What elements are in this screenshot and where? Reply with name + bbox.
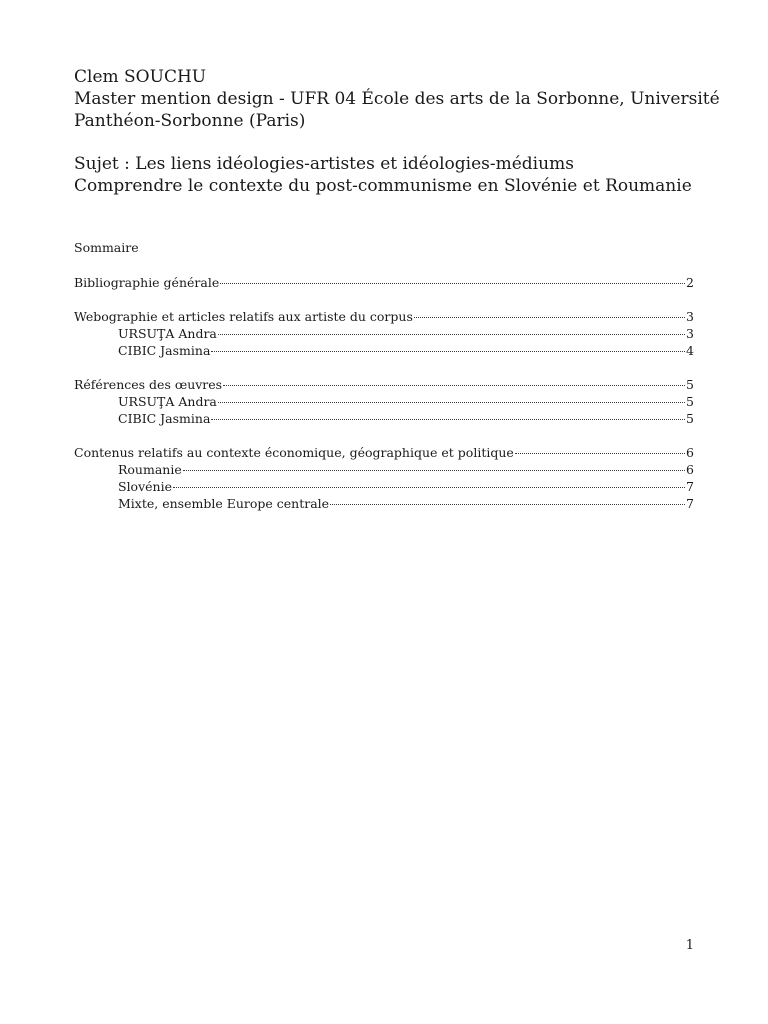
toc-leader-dots — [223, 384, 685, 386]
toc-subentry-page: 6 — [686, 462, 694, 477]
toc-entry-page: 5 — [686, 377, 694, 392]
toc-subentry[interactable] — [74, 410, 694, 427]
toc-subentry-page: 3 — [686, 326, 694, 341]
author-name: Clem SOUCHU — [74, 67, 207, 87]
toc-entry-label: Webographie et articles relatifs aux artiste du corpus — [74, 309, 413, 324]
toc-section — [74, 376, 694, 427]
toc-section — [74, 444, 694, 512]
toc-subentry-label: URSUŢA Andra — [118, 326, 217, 341]
toc-subentry-label: Roumanie — [118, 462, 182, 477]
toc-subentry[interactable] — [74, 495, 694, 512]
toc-leader-dots — [515, 452, 685, 454]
toc-entry-page: 6 — [686, 445, 694, 460]
university-line: Panthéon-Sorbonne (Paris) — [74, 111, 306, 131]
toc-title: Sommaire — [74, 240, 139, 255]
toc-leader-dots — [173, 486, 685, 488]
toc-subentry-label: URSUŢA Andra — [118, 394, 217, 409]
toc-leader-dots — [211, 418, 685, 420]
toc-subentry[interactable] — [74, 393, 694, 410]
toc-subentry-label: CIBIC Jasmina — [118, 343, 211, 358]
toc-leader-dots — [211, 350, 685, 352]
subject-block — [74, 153, 714, 197]
subject-title: Sujet : Les liens idéologies-artistes et idéologies-médiums — [74, 154, 574, 174]
toc-entry-page: 3 — [686, 309, 694, 324]
toc-entry-label: Références des œuvres — [74, 377, 223, 392]
table-of-contents — [74, 274, 694, 529]
toc-entry-label: Bibliographie générale — [74, 275, 220, 290]
toc-section — [74, 274, 694, 291]
toc-subentry[interactable] — [74, 461, 694, 478]
page-number: 1 — [685, 938, 694, 953]
toc-entry-label: Contenus relatifs au contexte économique, géographique et politique — [74, 445, 514, 460]
toc-entry[interactable] — [74, 376, 694, 393]
toc-subentry-page: 7 — [686, 479, 694, 494]
toc-entry[interactable] — [74, 444, 694, 461]
toc-subentry-page: 5 — [686, 394, 694, 409]
toc-subentry[interactable] — [74, 325, 694, 342]
toc-subentry-label: CIBIC Jasmina — [118, 411, 211, 426]
toc-subentry-page: 7 — [686, 496, 694, 511]
toc-leader-dots — [218, 401, 685, 403]
toc-subentry[interactable] — [74, 478, 694, 495]
toc-subentry[interactable] — [74, 342, 694, 359]
toc-subentry-page: 5 — [686, 411, 694, 426]
toc-section — [74, 308, 694, 359]
toc-leader-dots — [330, 503, 685, 505]
toc-subentry-page: 4 — [686, 343, 694, 358]
toc-entry-page: 2 — [686, 275, 694, 290]
toc-entry[interactable] — [74, 274, 694, 291]
toc-leader-dots — [218, 333, 685, 335]
subject-subtitle: Comprendre le contexte du post-communisme en Slovénie et Roumanie — [74, 176, 692, 196]
toc-subentry-label: Mixte, ensemble Europe centrale — [118, 496, 330, 511]
document-header — [74, 66, 720, 132]
toc-entry[interactable] — [74, 308, 694, 325]
toc-subentry-label: Slovénie — [118, 479, 172, 494]
toc-leader-dots — [183, 469, 685, 471]
toc-leader-dots — [220, 282, 685, 284]
toc-leader-dots — [414, 316, 685, 318]
program-line: Master mention design - UFR 04 École des arts de la Sorbonne, Université — [74, 89, 720, 109]
